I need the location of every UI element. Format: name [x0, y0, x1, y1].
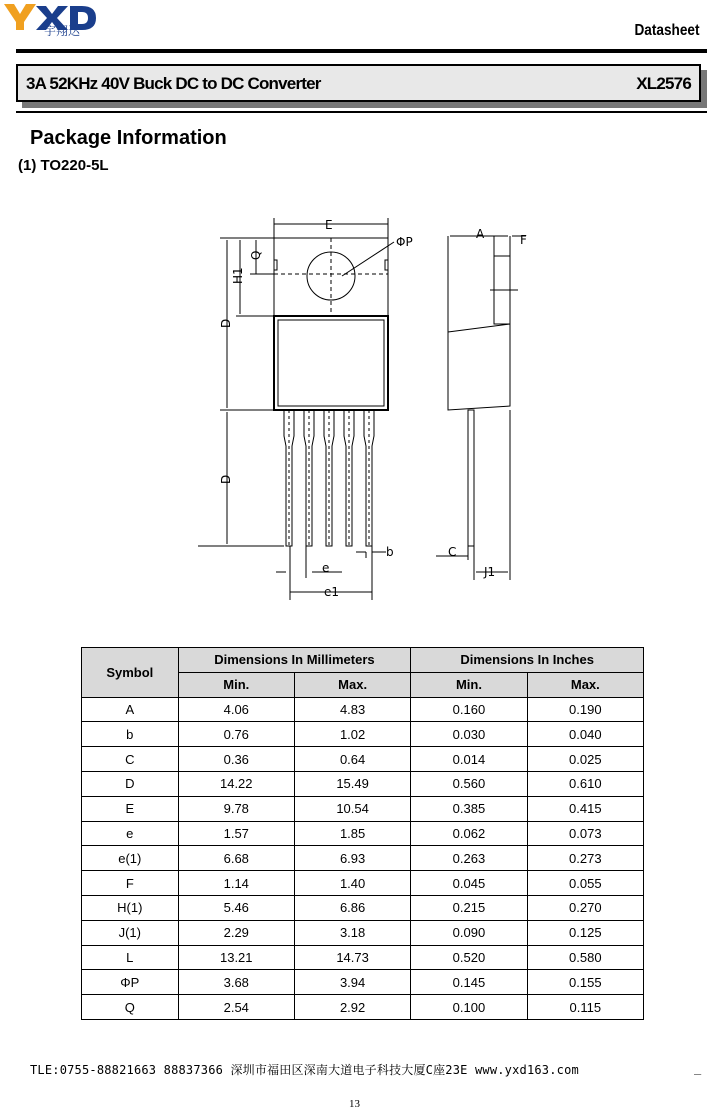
dim-label-h1: H1	[231, 267, 245, 284]
cell-in-max: 0.055	[527, 871, 643, 896]
cell-mm-max: 1.40	[294, 871, 410, 896]
cell-mm-min: 6.68	[178, 846, 294, 871]
dim-label-p: ΦP	[396, 235, 413, 249]
section-title: Package Information	[30, 127, 227, 149]
cell-symbol: F	[82, 871, 179, 896]
cell-mm-max: 6.86	[294, 895, 410, 920]
cell-mm-min: 0.76	[178, 722, 294, 747]
cell-mm-min: 3.68	[178, 970, 294, 995]
package-subtitle: (1) TO220-5L	[18, 157, 109, 174]
footer-contact: TLE:0755-88821663 88837366 深圳市福田区深南大道电子科技大厦C座23E www.yxd163.com	[30, 1063, 579, 1077]
cell-symbol: H(1)	[82, 895, 179, 920]
dim-label-f: F	[520, 233, 527, 247]
table-row	[82, 846, 644, 871]
cell-in-max: 0.155	[527, 970, 643, 995]
dimensions-body	[82, 697, 644, 1019]
part-number: XL2576	[636, 74, 691, 93]
logo-text: 宇翔达	[44, 24, 81, 38]
dim-label-j1: J1	[484, 565, 496, 579]
cell-mm-min: 1.14	[178, 871, 294, 896]
col-in: Dimensions In Inches	[411, 648, 644, 673]
cell-in-min: 0.520	[411, 945, 527, 970]
cell-in-min: 0.560	[411, 771, 527, 796]
cell-in-min: 0.014	[411, 747, 527, 772]
dim-label-e-pitch: e	[322, 561, 330, 575]
table-row	[82, 796, 644, 821]
col-mm-max: Max.	[294, 672, 410, 697]
cell-in-max: 0.415	[527, 796, 643, 821]
cell-in-max: 0.273	[527, 846, 643, 871]
table-row	[82, 771, 644, 796]
cell-mm-min: 14.22	[178, 771, 294, 796]
cell-mm-min: 0.36	[178, 747, 294, 772]
cell-mm-max: 14.73	[294, 945, 410, 970]
table-row	[82, 995, 644, 1020]
table-row	[82, 970, 644, 995]
cell-mm-min: 9.78	[178, 796, 294, 821]
cell-in-max: 0.025	[527, 747, 643, 772]
cell-mm-max: 4.83	[294, 697, 410, 722]
cell-mm-max: 3.94	[294, 970, 410, 995]
cell-symbol: b	[82, 722, 179, 747]
cell-in-max: 0.270	[527, 895, 643, 920]
cell-mm-min: 5.46	[178, 895, 294, 920]
cell-mm-max: 0.64	[294, 747, 410, 772]
cell-in-min: 0.100	[411, 995, 527, 1020]
col-mm: Dimensions In Millimeters	[178, 648, 411, 673]
footer-dash: _	[694, 1061, 702, 1075]
dim-label-b: b	[386, 545, 394, 559]
table-row	[82, 871, 644, 896]
table-row	[82, 895, 644, 920]
cell-in-max: 0.610	[527, 771, 643, 796]
cell-symbol: D	[82, 771, 179, 796]
cell-mm-max: 1.02	[294, 722, 410, 747]
cell-mm-max: 10.54	[294, 796, 410, 821]
cell-in-min: 0.145	[411, 970, 527, 995]
package-drawing	[190, 210, 530, 610]
cell-in-min: 0.160	[411, 697, 527, 722]
col-in-max: Max.	[527, 672, 643, 697]
title-banner	[16, 64, 701, 102]
cell-symbol: E	[82, 796, 179, 821]
table-row	[82, 747, 644, 772]
dim-label-d-top: D	[219, 318, 233, 328]
cell-symbol: L	[82, 945, 179, 970]
cell-in-min: 0.385	[411, 796, 527, 821]
table-row	[82, 722, 644, 747]
cell-in-min: 0.045	[411, 871, 527, 896]
col-in-min: Min.	[411, 672, 527, 697]
doc-type-label: Datasheet	[633, 22, 699, 39]
cell-in-max: 0.115	[527, 995, 643, 1020]
cell-in-max: 0.125	[527, 920, 643, 945]
cell-symbol: A	[82, 697, 179, 722]
cell-in-max: 0.190	[527, 697, 643, 722]
cell-mm-max: 3.18	[294, 920, 410, 945]
cell-symbol: e	[82, 821, 179, 846]
cell-mm-max: 2.92	[294, 995, 410, 1020]
page-number: 13	[349, 1098, 360, 1110]
cell-symbol: C	[82, 747, 179, 772]
title-underline	[16, 111, 707, 113]
dim-label-q: Q	[249, 250, 263, 260]
table-row	[82, 821, 644, 846]
table-row	[82, 920, 644, 945]
cell-mm-max: 15.49	[294, 771, 410, 796]
dim-label-e1: e1	[324, 585, 340, 599]
cell-mm-min: 4.06	[178, 697, 294, 722]
col-symbol: Symbol	[82, 648, 179, 698]
cell-symbol: J(1)	[82, 920, 179, 945]
cell-mm-min: 2.29	[178, 920, 294, 945]
doc-title: 3A 52KHz 40V Buck DC to DC Converter	[26, 74, 321, 93]
cell-mm-max: 1.85	[294, 821, 410, 846]
cell-mm-max: 6.93	[294, 846, 410, 871]
dim-label-e: E	[325, 218, 333, 232]
cell-in-max: 0.580	[527, 945, 643, 970]
table-row	[82, 945, 644, 970]
cell-symbol: e(1)	[82, 846, 179, 871]
cell-mm-min: 1.57	[178, 821, 294, 846]
col-mm-min: Min.	[178, 672, 294, 697]
cell-in-min: 0.030	[411, 722, 527, 747]
cell-in-max: 0.073	[527, 821, 643, 846]
dim-label-c: C	[448, 545, 457, 559]
table-row	[82, 697, 644, 722]
cell-in-min: 0.062	[411, 821, 527, 846]
cell-in-max: 0.040	[527, 722, 643, 747]
header-rule	[16, 49, 707, 53]
cell-in-min: 0.263	[411, 846, 527, 871]
dim-label-a: A	[476, 227, 485, 241]
cell-mm-min: 2.54	[178, 995, 294, 1020]
cell-mm-min: 13.21	[178, 945, 294, 970]
cell-symbol: ΦP	[82, 970, 179, 995]
dimensions-table	[81, 647, 644, 1020]
cell-in-min: 0.215	[411, 895, 527, 920]
cell-in-min: 0.090	[411, 920, 527, 945]
dim-label-d-bottom: D	[219, 474, 233, 484]
cell-symbol: Q	[82, 995, 179, 1020]
